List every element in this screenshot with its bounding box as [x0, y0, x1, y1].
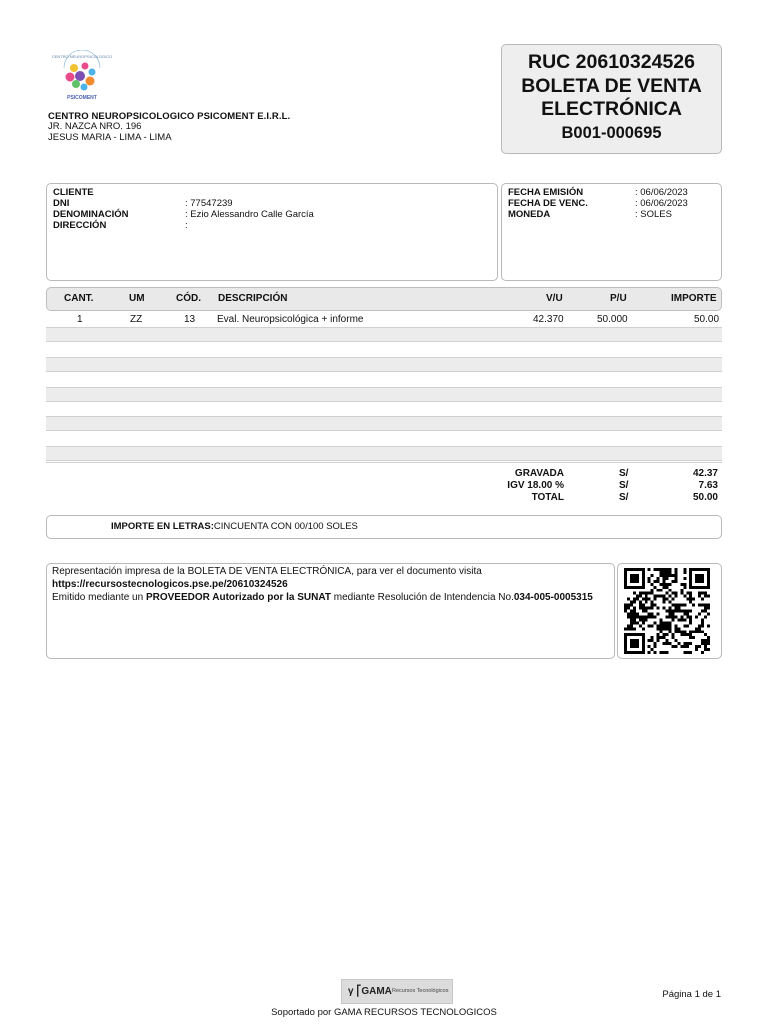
page-number: Página 1 de 1	[662, 989, 721, 1000]
cell-importe: 50.00	[694, 314, 720, 325]
empty-row	[46, 357, 722, 372]
representation-text	[52, 565, 612, 604]
igv-label: IGV 18.00 %	[507, 480, 564, 491]
gama-logo-sub: Recursos Tecnológicos	[392, 988, 449, 994]
cell-cod: 13	[184, 314, 196, 325]
representation-line-1: Representación impresa de la BOLETA DE VENTA ELECTRÓNICA, para ver el documento visita	[52, 566, 482, 577]
cell-descripcion: Eval. Neuropsicológica + informe	[217, 314, 364, 325]
client-label: CLIENTE	[53, 187, 94, 198]
gama-logo	[341, 979, 453, 1004]
direccion-value: :	[185, 220, 188, 231]
supported-by: Soportado por GAMA RECURSOS TECNOLOGICOS	[271, 1007, 497, 1018]
amount-in-words	[111, 521, 358, 532]
amount-in-words-label: IMPORTE EN LETRAS:	[111, 521, 214, 532]
company-address	[48, 122, 172, 143]
fecha-venc-label: FECHA DE VENC.	[508, 198, 588, 209]
fecha-venc-value: : 06/06/2023	[635, 198, 688, 209]
igv-currency: S/	[619, 480, 629, 491]
col-um-header: UM	[129, 293, 145, 304]
fecha-emision-label: FECHA EMISIÓN	[508, 187, 584, 198]
total-label: TOTAL	[531, 492, 564, 503]
document-number: B001-000695	[561, 123, 662, 142]
qr-code	[624, 568, 710, 654]
col-vu-header: V/U	[546, 293, 563, 304]
denominacion-label: DENOMINACIÓN	[53, 209, 129, 220]
moneda-value: : SOLES	[635, 209, 672, 220]
col-importe-header: IMPORTE	[671, 293, 717, 304]
dni-label: DNI	[53, 198, 70, 209]
cell-cant: 1	[77, 314, 83, 325]
company-logo	[52, 50, 112, 102]
total-currency: S/	[619, 492, 629, 503]
moneda-label: MONEDA	[508, 209, 551, 220]
empty-row	[46, 387, 722, 402]
doc-type-line-2: ELECTRÓNICA	[541, 98, 682, 120]
total-value: 50.00	[692, 492, 718, 503]
col-descripcion-header: DESCRIPCIÓN	[218, 293, 288, 304]
address-line-2: JESUS MARIA - LIMA - LIMA	[48, 131, 172, 143]
cell-vu: 42.370	[533, 314, 564, 325]
gravada-value: 42.37	[692, 468, 718, 479]
empty-row	[46, 327, 722, 342]
empty-row	[46, 446, 722, 461]
ruc-box	[501, 44, 722, 154]
cell-pu: 50.000	[597, 314, 628, 325]
ruc-number: RUC 20610324526	[528, 51, 695, 73]
gama-logo-main: γ ⎡GAMA	[348, 986, 392, 997]
col-cant-header: CANT.	[64, 293, 94, 304]
direccion-label: DIRECCIÓN	[53, 220, 107, 231]
amount-in-words-value: CINCUENTA CON 00/100 SOLES	[213, 521, 358, 532]
fecha-emision-value: : 06/06/2023	[635, 187, 688, 198]
empty-row	[46, 416, 722, 431]
dni-value: : 77547239	[185, 198, 233, 209]
representation-line-3: Emitido mediante un PROVEEDOR Autorizado por la SUNAT mediante Resolución de Intendencia No.034-005-0005315	[52, 592, 593, 603]
denominacion-value: : Ezio Alessandro Calle García	[185, 209, 314, 220]
doc-type-line-1: BOLETA DE VENTA	[521, 74, 702, 97]
logo-arc-text: CENTRO NEUROPSICOLOGICO	[52, 54, 112, 59]
table-bottom-line	[46, 462, 722, 463]
cell-um: ZZ	[130, 314, 143, 325]
company-name: CENTRO NEUROPSICOLOGICO PSICOMENT E.I.R.L.	[48, 111, 291, 122]
logo-text: PSICOMENT	[67, 95, 97, 101]
col-cod-header: CÓD.	[176, 293, 201, 304]
document-url[interactable]: https://recursostecnologicos.pse.pe/20610324526	[52, 579, 288, 590]
gravada-label: GRAVADA	[514, 468, 564, 479]
col-pu-header: P/U	[610, 293, 627, 304]
client-box	[46, 183, 498, 281]
gravada-currency: S/	[619, 468, 629, 479]
igv-value: 7.63	[698, 480, 718, 491]
address-line-1: JR. NAZCA NRO. 196	[48, 121, 142, 132]
